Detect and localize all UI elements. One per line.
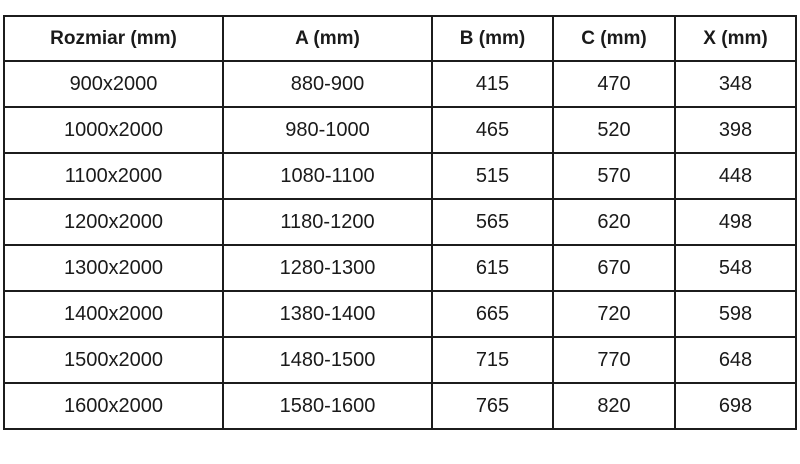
dimension-table [3,15,797,430]
header-row [4,16,796,61]
table-cell: 1100x2000 [4,153,223,199]
table-cell: 348 [675,61,796,107]
table-row [4,337,796,383]
column-header-x: X (mm) [675,16,796,61]
table-cell: 648 [675,337,796,383]
table-cell: 670 [553,245,675,291]
column-header-rozmiar: Rozmiar (mm) [4,16,223,61]
table-row [4,153,796,199]
table-cell: 565 [432,199,553,245]
table-cell: 615 [432,245,553,291]
table-cell: 1380-1400 [223,291,432,337]
table-row [4,383,796,429]
table-cell: 620 [553,199,675,245]
table-cell: 820 [553,383,675,429]
table-row [4,291,796,337]
column-header-b: B (mm) [432,16,553,61]
table-cell: 465 [432,107,553,153]
table-cell: 698 [675,383,796,429]
table-cell: 448 [675,153,796,199]
table-cell: 765 [432,383,553,429]
table-row [4,199,796,245]
table-cell: 880-900 [223,61,432,107]
table-cell: 1600x2000 [4,383,223,429]
table-cell: 415 [432,61,553,107]
table-cell: 900x2000 [4,61,223,107]
table-cell: 515 [432,153,553,199]
table-cell: 715 [432,337,553,383]
table-cell: 470 [553,61,675,107]
table-cell: 720 [553,291,675,337]
table-cell: 980-1000 [223,107,432,153]
table-cell: 498 [675,199,796,245]
table-cell: 1180-1200 [223,199,432,245]
table-cell: 548 [675,245,796,291]
table-body [4,61,796,429]
table-cell: 1080-1100 [223,153,432,199]
table-cell: 570 [553,153,675,199]
table-cell: 1580-1600 [223,383,432,429]
table-cell: 1300x2000 [4,245,223,291]
table-cell: 598 [675,291,796,337]
table-row [4,107,796,153]
table-cell: 1200x2000 [4,199,223,245]
table-cell: 1000x2000 [4,107,223,153]
table-cell: 1480-1500 [223,337,432,383]
dimension-table-container [3,15,797,430]
table-cell: 398 [675,107,796,153]
table-cell: 1400x2000 [4,291,223,337]
column-header-a: A (mm) [223,16,432,61]
table-cell: 770 [553,337,675,383]
column-header-c: C (mm) [553,16,675,61]
table-cell: 1500x2000 [4,337,223,383]
table-cell: 520 [553,107,675,153]
table-cell: 665 [432,291,553,337]
table-row [4,61,796,107]
table-cell: 1280-1300 [223,245,432,291]
table-row [4,245,796,291]
